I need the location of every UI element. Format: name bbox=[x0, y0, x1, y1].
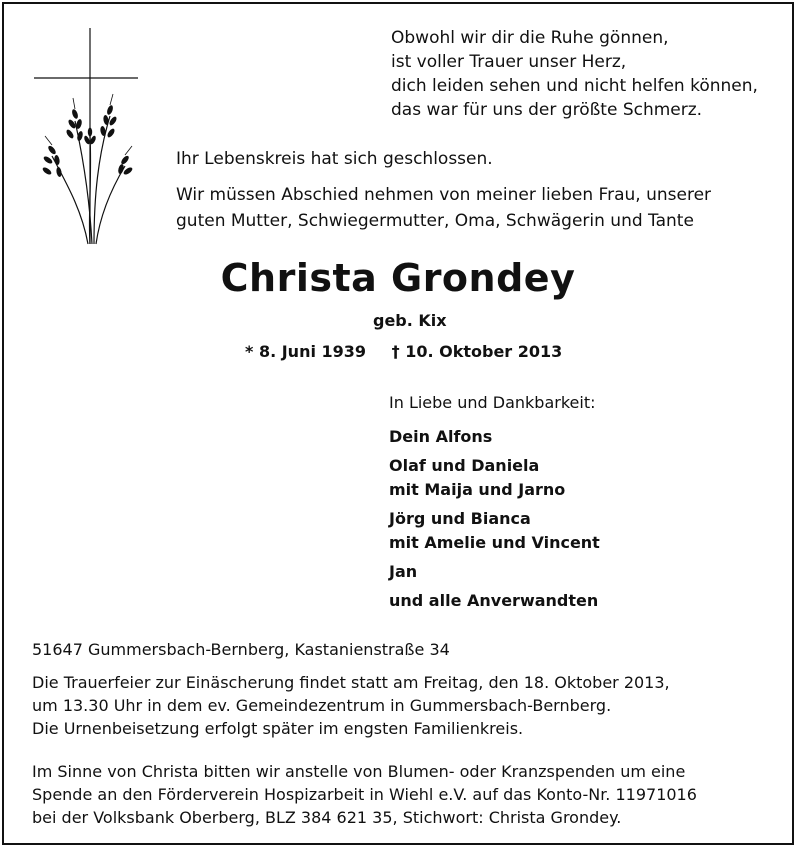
mourner-entry: Jörg und Bianca bbox=[389, 509, 531, 528]
donation-line: bei der Volksbank Oberberg, BLZ 384 621 35, Stichwort: Christa Grondey. bbox=[32, 808, 622, 827]
donation-line: Spende an den Förderverein Hospizarbeit in Wiehl e.V. auf das Konto-Nr. 11971016 bbox=[32, 785, 697, 804]
mourner-entry: Jan bbox=[389, 562, 418, 581]
poem-line: dich leiden sehen und nicht helfen können, bbox=[391, 76, 758, 96]
farewell-text bbox=[176, 182, 711, 234]
mourner-entry: mit Amelie und Vincent bbox=[389, 533, 600, 552]
birth-name: geb. Kix bbox=[373, 311, 447, 330]
donation-info bbox=[32, 760, 697, 829]
gratitude-text: In Liebe und Dankbarkeit: bbox=[389, 393, 596, 412]
ceremony-line: Die Trauerfeier zur Einäscherung findet statt am Freitag, den 18. Oktober 2013, bbox=[32, 673, 670, 692]
donation-line: Im Sinne von Christa bitten wir anstelle von Blumen- oder Kranzspenden um eine bbox=[32, 762, 686, 781]
birth-date: * 8. Juni 1939 bbox=[245, 342, 367, 361]
ceremony-info bbox=[32, 671, 670, 740]
poem-line: das war für uns der größte Schmerz. bbox=[391, 100, 703, 120]
poem-line: ist voller Trauer unser Herz, bbox=[391, 52, 627, 72]
mourner-entry: und alle Anverwandten bbox=[389, 591, 599, 610]
cross-with-wheat-icon bbox=[30, 26, 140, 246]
poem bbox=[391, 26, 758, 122]
intro-text: Ihr Lebenskreis hat sich geschlossen. bbox=[176, 149, 493, 169]
mourner-entry: Olaf und Daniela bbox=[389, 456, 540, 475]
death-date: † 10. Oktober 2013 bbox=[391, 342, 563, 361]
deceased-name: Christa Grondey bbox=[220, 256, 576, 300]
life-dates bbox=[245, 341, 562, 363]
ceremony-line: Die Urnenbeisetzung erfolgt später im engsten Familienkreis. bbox=[32, 719, 524, 738]
farewell-line: Wir müssen Abschied nehmen von meiner lieben Frau, unserer bbox=[176, 185, 712, 205]
mourner-entry: mit Maija und Jarno bbox=[389, 480, 566, 499]
address-text: 51647 Gummersbach-Bernberg, Kastanienstraße 34 bbox=[32, 640, 450, 659]
mourners-list bbox=[389, 425, 600, 613]
mourner-entry: Dein Alfons bbox=[389, 427, 493, 446]
poem-line: Obwohl wir dir die Ruhe gönnen, bbox=[391, 28, 669, 48]
ceremony-line: um 13.30 Uhr in dem ev. Gemeindezentrum in Gummersbach-Bernberg. bbox=[32, 696, 612, 715]
farewell-line: guten Mutter, Schwiegermutter, Oma, Schwägerin und Tante bbox=[176, 211, 694, 231]
